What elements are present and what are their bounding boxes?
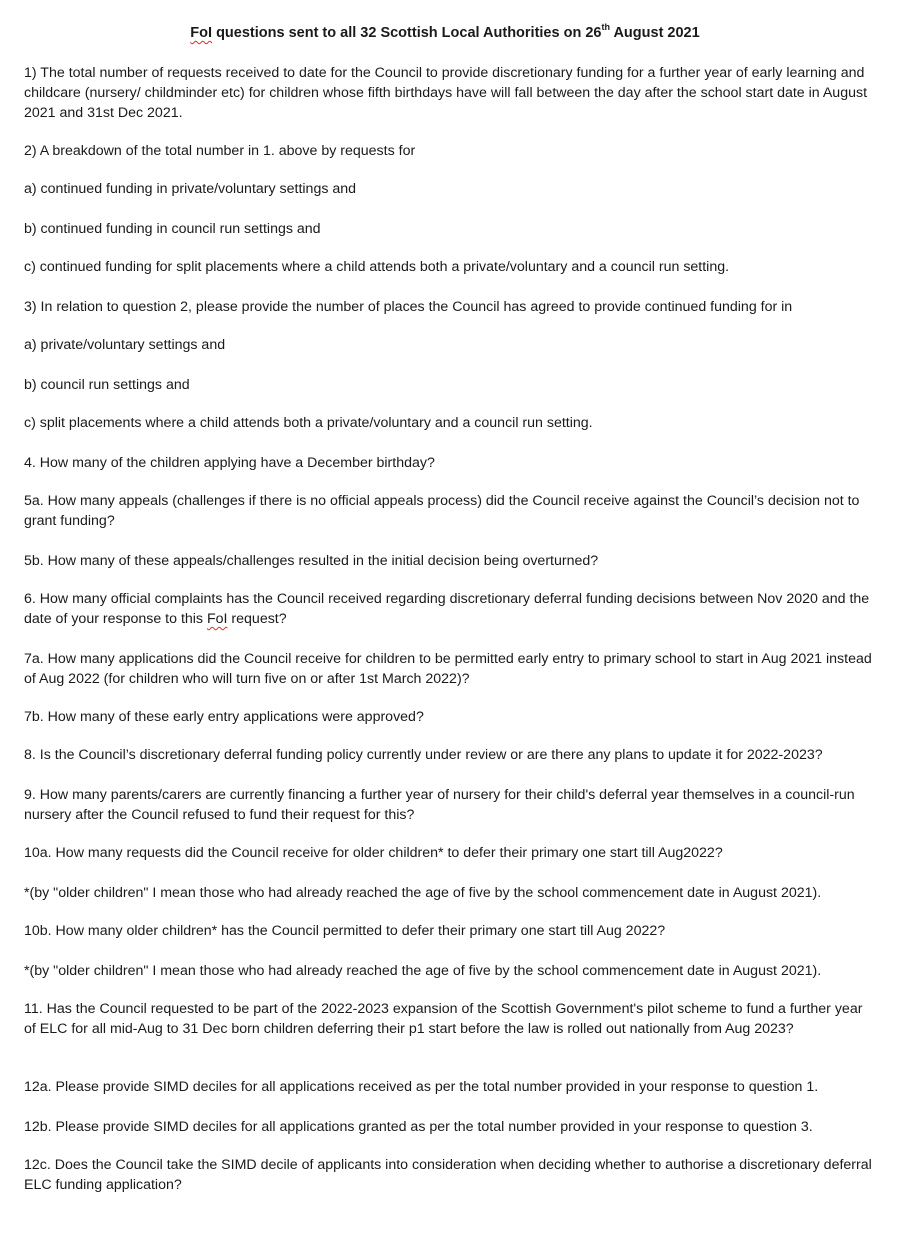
question-10a-footnote: *(by "older children" I mean those who had already reached the age of five by the school commencement date in August 2021).	[24, 885, 822, 901]
spellcheck-flagged-word: FoI	[206, 611, 228, 627]
question-12c: 12c. Does the Council take the SIMD decile of applicants into consideration when deciding whether to authorise a discretionary deferral ELC funding application?	[24, 1157, 872, 1193]
question-3a: a) private/voluntary settings and	[24, 337, 226, 353]
question-6-text-end: request?	[227, 611, 287, 627]
question-8: 8. Is the Council’s discretionary deferral funding policy currently under review or are there any plans to update it for 2022-2023?	[24, 747, 823, 763]
title-superscript: th	[601, 22, 610, 33]
question-10b: 10b. How many older children* has the Council permitted to defer their primary one start till Aug 2022?	[24, 923, 666, 939]
question-3b: b) council run settings and	[24, 377, 190, 393]
question-9: 9. How many parents/carers are currently financing a further year of nursery for their child's deferral year themselves in a council-run nursery after the Council refused to fund their request for this?	[24, 787, 855, 823]
question-5b: 5b. How many of these appeals/challenges resulted in the initial decision being overturned?	[24, 553, 599, 569]
document-title	[0, 23, 890, 43]
question-10b-footnote: *(by "older children" I mean those who had already reached the age of five by the school commencement date in August 2021).	[24, 963, 822, 979]
question-11: 11. Has the Council requested to be part of the 2022-2023 expansion of the Scottish Government's pilot scheme to fund a further year of ELC for all mid-Aug to 31 Dec born children deferring their p1 start before the law is rolled out nationally from Aug 2023?	[24, 1001, 863, 1037]
question-2: 2) A breakdown of the total number in 1. above by requests for	[24, 143, 416, 159]
question-6-text: 6. How many official complaints has the Council received regarding discretionary deferral funding decisions between Nov 2020 and the date of your response to this	[24, 591, 870, 627]
question-12a: 12a. Please provide SIMD deciles for all applications received as per the total number provided in your response to question 1.	[24, 1079, 819, 1095]
title-suffix-text: August 2021	[609, 25, 700, 41]
question-7b: 7b. How many of these early entry applications were approved?	[24, 709, 424, 725]
question-3: 3) In relation to question 2, please provide the number of places the Council has agreed to provide continued funding for in	[24, 299, 793, 315]
question-6	[24, 589, 874, 629]
question-2b: b) continued funding in council run settings and	[24, 221, 321, 237]
question-12b: 12b. Please provide SIMD deciles for all applications granted as per the total number provided in your response to question 3.	[24, 1119, 813, 1135]
question-4: 4. How many of the children applying have a December birthday?	[24, 455, 435, 471]
question-2a: a) continued funding in private/voluntary settings and	[24, 181, 357, 197]
question-7a: 7a. How many applications did the Council receive for children to be permitted early entry to primary school to start in Aug 2021 instead of Aug 2022 (for children who will turn five on or after 1st March 2022)?	[24, 651, 872, 687]
title-main-text: questions sent to all 32 Scottish Local Authorities on 26	[212, 25, 602, 41]
spellcheck-flagged-word: FoI	[190, 25, 213, 41]
question-5a: 5a. How many appeals (challenges if there is no official appeals process) did the Council receive against the Council’s decision not to grant funding?	[24, 493, 860, 529]
question-1: 1) The total number of requests received to date for the Council to provide discretionary funding for a further year of early learning and childcare (nursery/ childminder etc) for children whose fifth birthdays have will fall between the day after the school start date in August 2021 and 31st Dec 2021.	[24, 65, 868, 121]
question-3c: c) split placements where a child attends both a private/voluntary and a council run setting.	[24, 415, 593, 431]
question-2c: c) continued funding for split placements where a child attends both a private/voluntary and a council run setting.	[24, 259, 730, 275]
question-10a: 10a. How many requests did the Council receive for older children* to defer their primary one start till Aug2022?	[24, 845, 723, 861]
